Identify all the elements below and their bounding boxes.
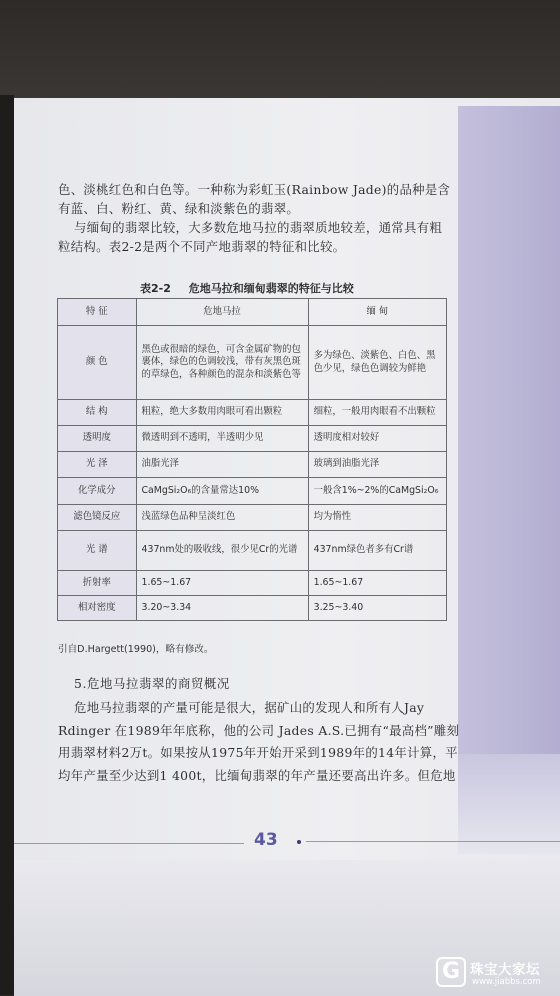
table-cell: 相对密度 (58, 596, 137, 621)
table-cell: 光 泽 (58, 452, 137, 478)
table-cell: CaMgSi₂O₆的含量常达10% (136, 478, 308, 505)
table-caption-title: 危地马拉和缅甸翡翠的特征与比较 (188, 282, 354, 295)
table-row (58, 400, 447, 426)
comparison-table (57, 298, 447, 621)
table-row (58, 426, 447, 452)
table-row (58, 571, 447, 596)
footer-rule-right (306, 841, 560, 842)
table-header: 危地马拉 (136, 299, 308, 326)
table-cell: 玻璃到油脂光泽 (308, 452, 446, 478)
table-row (58, 531, 447, 571)
table-cell: 3.20~3.34 (136, 596, 308, 621)
table-row (58, 505, 447, 531)
background-left (0, 95, 14, 995)
table-cell: 1.65~1.67 (308, 571, 446, 596)
paragraph-line: 与缅甸的翡翠比较，大多数危地马拉的翡翠质地较差，通常具有粗 (74, 220, 443, 235)
table-cell: 结 构 (58, 400, 137, 426)
section-heading: 5.危地马拉翡翠的商贸概况 (74, 676, 230, 691)
table-cell: 透明度 (58, 426, 137, 452)
paragraph-line: 危地马拉翡翠的产量可能是很大，据矿山的发现人和所有人Jay (74, 700, 425, 715)
paragraph-line: 有蓝、白、粉红、黄、绿和淡紫色的翡翠。 (58, 201, 300, 216)
page-side-band-fade (458, 754, 560, 854)
table-row (58, 326, 447, 400)
table-header-row (58, 299, 447, 326)
table-cell: 3.25~3.40 (308, 596, 446, 621)
watermark-name: 珠宝大家坛 (470, 962, 540, 978)
table-cell: 黑色或很暗的绿色，可含金属矿物的包裹体，绿色的色调较浅，带有灰黑色斑的草绿色，各种颜色的混杂和淡紫色等 (136, 326, 308, 400)
table-row (58, 478, 447, 505)
table-cell: 油脂光泽 (136, 452, 308, 478)
table-row (58, 596, 447, 621)
table-caption (140, 280, 354, 296)
watermark-logo-icon: G (436, 957, 466, 987)
table-cell: 一般含1%~2%的CaMgSi₂O₆ (308, 478, 446, 505)
table-cell: 均为惰性 (308, 505, 446, 531)
paragraph-line: 色、淡桃红色和白色等。一种称为彩虹玉(Rainbow Jade)的品种是含 (58, 182, 451, 197)
page-side-band (458, 106, 560, 754)
table-cell: 折射率 (58, 571, 137, 596)
table-cell: 细粒，一般用肉眼看不出颗粒 (308, 400, 446, 426)
table-header: 特 征 (58, 299, 137, 326)
page-number: 43 (254, 830, 278, 850)
table-cell: 滤色镜反应 (58, 505, 137, 531)
table-cell: 437nm绿色者多有Cr谱 (308, 531, 446, 571)
table-cell: 透明度相对较好 (308, 426, 446, 452)
paragraph-line: Rdinger 在1989年年底称，他的公司 Jades A.S.已拥有“最高档”雕刻 (58, 723, 460, 738)
table-row (58, 452, 447, 478)
table-cell: 多为绿色、淡紫色、白色、黑色少见，绿色色调较为鲜艳 (308, 326, 446, 400)
table-cell: 浅蓝绿色品种呈淡红色 (136, 505, 308, 531)
table-cell: 化学成分 (58, 478, 137, 505)
paragraph-line: 均年产量至少达到1 400t，比缅甸翡翠的年产量还要高出许多。但危地 (58, 768, 456, 783)
table-cell: 1.65~1.67 (136, 571, 308, 596)
table-cell: 颜 色 (58, 326, 137, 400)
source-note: 引自D.Hargett(1990)，略有修改。 (58, 644, 214, 655)
paragraph-line: 用翡翠材料2万t。如果按从1975年开始开采到1989年的14年计算，平 (58, 745, 458, 760)
background-top (0, 0, 560, 100)
footer-rule-left (14, 843, 244, 844)
table-caption-label: 表2-2 (140, 282, 171, 295)
table-cell: 光 谱 (58, 531, 137, 571)
table-header: 缅 甸 (308, 299, 446, 326)
table-cell: 粗粒，绝大多数用肉眼可看出颗粒 (136, 400, 308, 426)
table-cell: 微透明到不透明，半透明少见 (136, 426, 308, 452)
table-cell: 437nm处的吸收线，很少见Cr的光谱 (136, 531, 308, 571)
watermark-url: www.jiabbs.com (472, 977, 541, 987)
paragraph-line: 粒结构。表2-2是两个不同产地翡翠的特征和比较。 (58, 239, 346, 254)
footer-dot (297, 840, 301, 844)
